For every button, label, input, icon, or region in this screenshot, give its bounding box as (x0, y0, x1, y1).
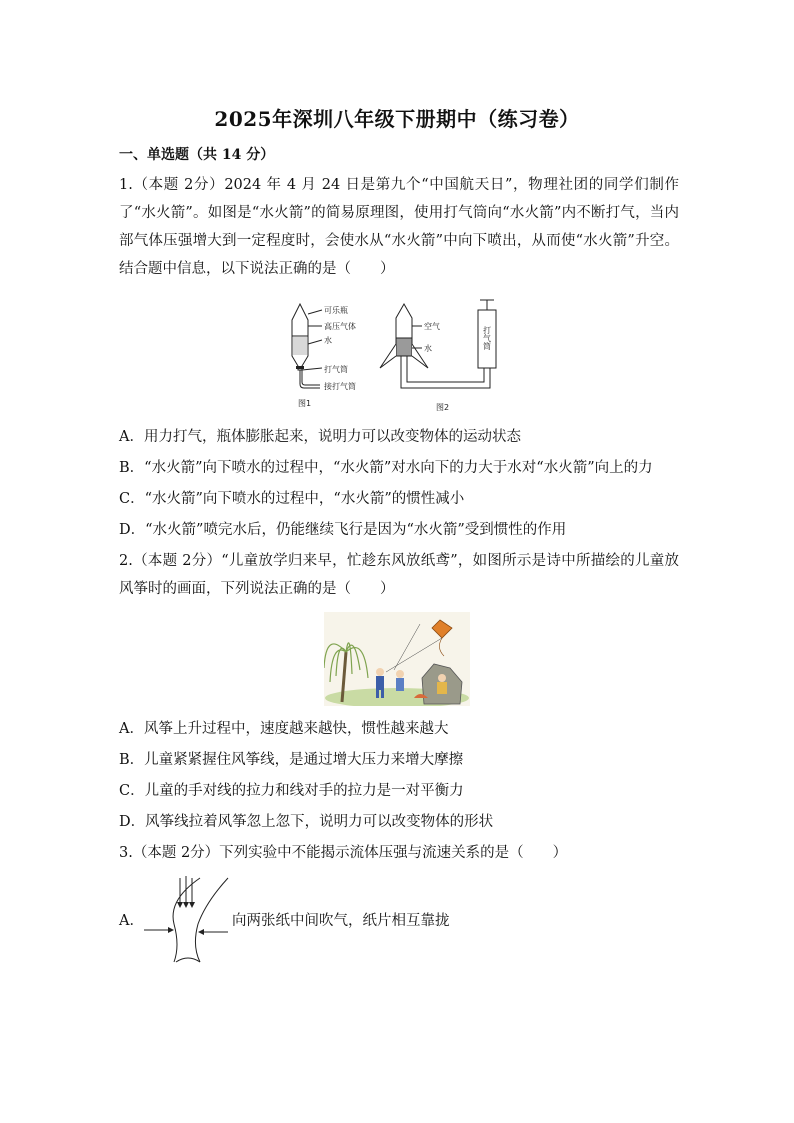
figure-2-rocket (380, 300, 496, 388)
fig1-label-water: 水 (324, 336, 332, 345)
question-1-option-c: C．“水火箭”向下喷水的过程中，“水火箭”的惯性减小 (119, 491, 465, 507)
fig1-label-pump: 打气筒 (324, 365, 348, 374)
question-2-option-b: B．儿童紧紧握住风筝线，是通过增大压力来增大摩擦 (119, 752, 464, 768)
figure-1-bottle (292, 304, 322, 388)
question-3-option-a-label: A． (119, 913, 144, 929)
fig2-caption: 图2 (436, 403, 450, 412)
page-title: 2025年深圳八年级下册期中（练习卷） (214, 107, 580, 131)
fig1-caption: 图1 (298, 399, 312, 408)
section-heading: 一、单选题（共 14 分） (119, 147, 275, 163)
fig1-label-bottle: 可乐瓶 (324, 306, 348, 315)
kite-flying-illustration (324, 612, 470, 706)
question-3-option-a-text: 向两张纸中间吹气，纸片相互靠拢 (232, 913, 450, 929)
question-3-stem: 3.（本题 2分）下列实验中不能揭示流体压强与流速关系的是（ ） (119, 845, 568, 861)
question-2-option-d: D．风筝线拉着风筝忽上忽下，说明力可以改变物体的形状 (119, 814, 494, 830)
question-2-option-a: A．风筝上升过程中，速度越来越快，惯性越来越大 (119, 721, 449, 737)
question-1-option-a: A．用力打气，瓶体膨胀起来，说明力可以改变物体的运动状态 (119, 429, 521, 445)
question-2-stem: 2.（本题 2分）“儿童放学归来早，忙趁东风放纸鸢”，如图所示是诗中所描绘的儿童放风筝时的画面，下列说法正确的是（ ） (119, 553, 679, 597)
fig1-label-connect: 接打气筒 (324, 382, 356, 391)
fig2-label-pump: 打气筒 (482, 326, 492, 350)
question-2-option-c: C．儿童的手对线的拉力和线对手的拉力是一对平衡力 (119, 783, 464, 799)
fig2-label-air: 空气 (424, 322, 440, 331)
water-rocket-figure (268, 296, 528, 416)
paper-blowing-figure (140, 872, 232, 966)
fig2-label-water: 水 (424, 344, 432, 353)
question-1-option-d: D．“水火箭”喷完水后，仍能继续飞行是因为“水火箭”受到惯性的作用 (119, 522, 567, 538)
question-1-stem: 1.（本题 2分）2024 年 4 月 24 日是第九个“中国航天日”，物理社团的同学们制作了“水火箭”。如图是“水火箭”的简易原理图，使用打气筒向“水火箭”内不断打气，当内部气体压强增大到一定程度时，会使水从“水火箭”中向下喷出，从而使“水火箭”升空。结合题中信息，以下说法正确的是（ ） (119, 177, 679, 277)
fig1-label-gas: 高压气体 (324, 322, 356, 331)
question-1-option-b: B．“水火箭”向下喷水的过程中，“水火箭”对水向下的力大于水对“水火箭”向上的力 (119, 460, 653, 476)
